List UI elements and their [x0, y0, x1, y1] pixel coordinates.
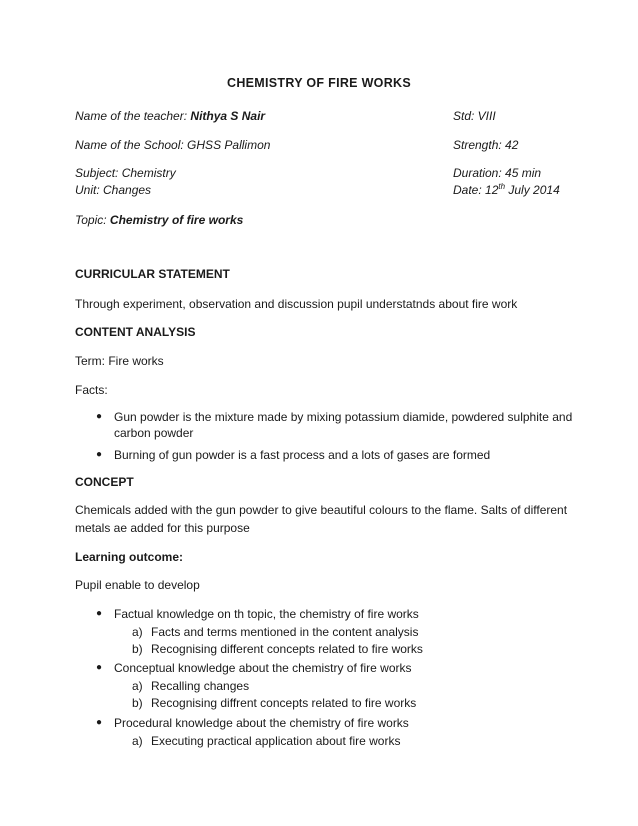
- fact-2-line-1: Burning of gun powder is a fast process and a lots of gases are formed: [114, 448, 491, 462]
- document-title: CHEMISTRY OF FIRE WORKS: [227, 76, 411, 90]
- outcome-2-sub-b-letter: b): [132, 696, 143, 710]
- duration: Duration: 45 min: [453, 166, 542, 180]
- bullet-icon: ●: [96, 717, 103, 728]
- date-sup: th: [498, 182, 506, 191]
- bullet-icon: ●: [96, 411, 103, 422]
- outcome-3-sub-a-letter: a): [132, 734, 143, 748]
- outcome-1: Factual knowledge on th topic, the chemistry of fire works: [114, 607, 419, 621]
- topic-label: Topic:: [75, 213, 110, 227]
- unit: Unit: Changes: [75, 183, 152, 197]
- concept-line-1: Chemicals added with the gun powder to give beautiful colours to the flame. Salts of different: [75, 503, 568, 517]
- teacher-value: Nithya S Nair: [190, 109, 266, 123]
- date-prefix: Date: 12: [453, 183, 499, 197]
- outcome-1-sub-a-letter: a): [132, 625, 143, 639]
- outcome-2-sub-a-letter: a): [132, 679, 143, 693]
- teacher-label: Name of the teacher:: [75, 109, 191, 123]
- curricular-text: Through experiment, observation and discussion pupil understatnds about fire work: [75, 297, 518, 311]
- bullet-icon: ●: [96, 608, 103, 619]
- outcome-2-sub-b: Recognising diffrent concepts related to fire works: [151, 696, 417, 710]
- outcome-1-sub-b: Recognising different concepts related to fire works: [151, 642, 423, 656]
- curricular-heading: CURRICULAR STATEMENT: [75, 267, 230, 281]
- facts-label: Facts:: [75, 383, 108, 397]
- standard: Std: VIII: [453, 109, 496, 123]
- fact-1-line-1: Gun powder is the mixture made by mixing potassium diamide, powdered sulphite and: [114, 410, 573, 424]
- content-analysis-heading: CONTENT ANALYSIS: [75, 325, 196, 339]
- bullet-icon: ●: [96, 662, 103, 673]
- outcome-3-sub-a: Executing practical application about fire works: [151, 734, 401, 748]
- date-suffix: July 2014: [505, 183, 560, 197]
- concept-heading: CONCEPT: [75, 475, 134, 489]
- outcome-1-sub-b-letter: b): [132, 642, 143, 656]
- bullet-icon: ●: [96, 449, 103, 460]
- outcome-2-sub-a: Recalling changes: [151, 679, 250, 693]
- strength: Strength: 42: [453, 138, 519, 152]
- outcome-1-sub-a: Facts and terms mentioned in the content analysis: [151, 625, 419, 639]
- date: [453, 183, 560, 197]
- teacher-name: [75, 109, 265, 123]
- learning-intro: Pupil enable to develop: [75, 578, 200, 592]
- term: Term: Fire works: [75, 354, 164, 368]
- topic: [75, 213, 243, 227]
- school-name: Name of the School: GHSS Pallimon: [75, 138, 271, 152]
- learning-outcome-heading: Learning outcome:: [75, 550, 184, 564]
- topic-value: Chemistry of fire works: [109, 213, 244, 227]
- fact-1-line-2: carbon powder: [114, 426, 194, 440]
- outcome-2: Conceptual knowledge about the chemistry of fire works: [114, 661, 412, 675]
- concept-line-2: metals ae added for this purpose: [75, 521, 250, 535]
- subject: Subject: Chemistry: [75, 166, 176, 180]
- outcome-3: Procedural knowledge about the chemistry of fire works: [114, 716, 409, 730]
